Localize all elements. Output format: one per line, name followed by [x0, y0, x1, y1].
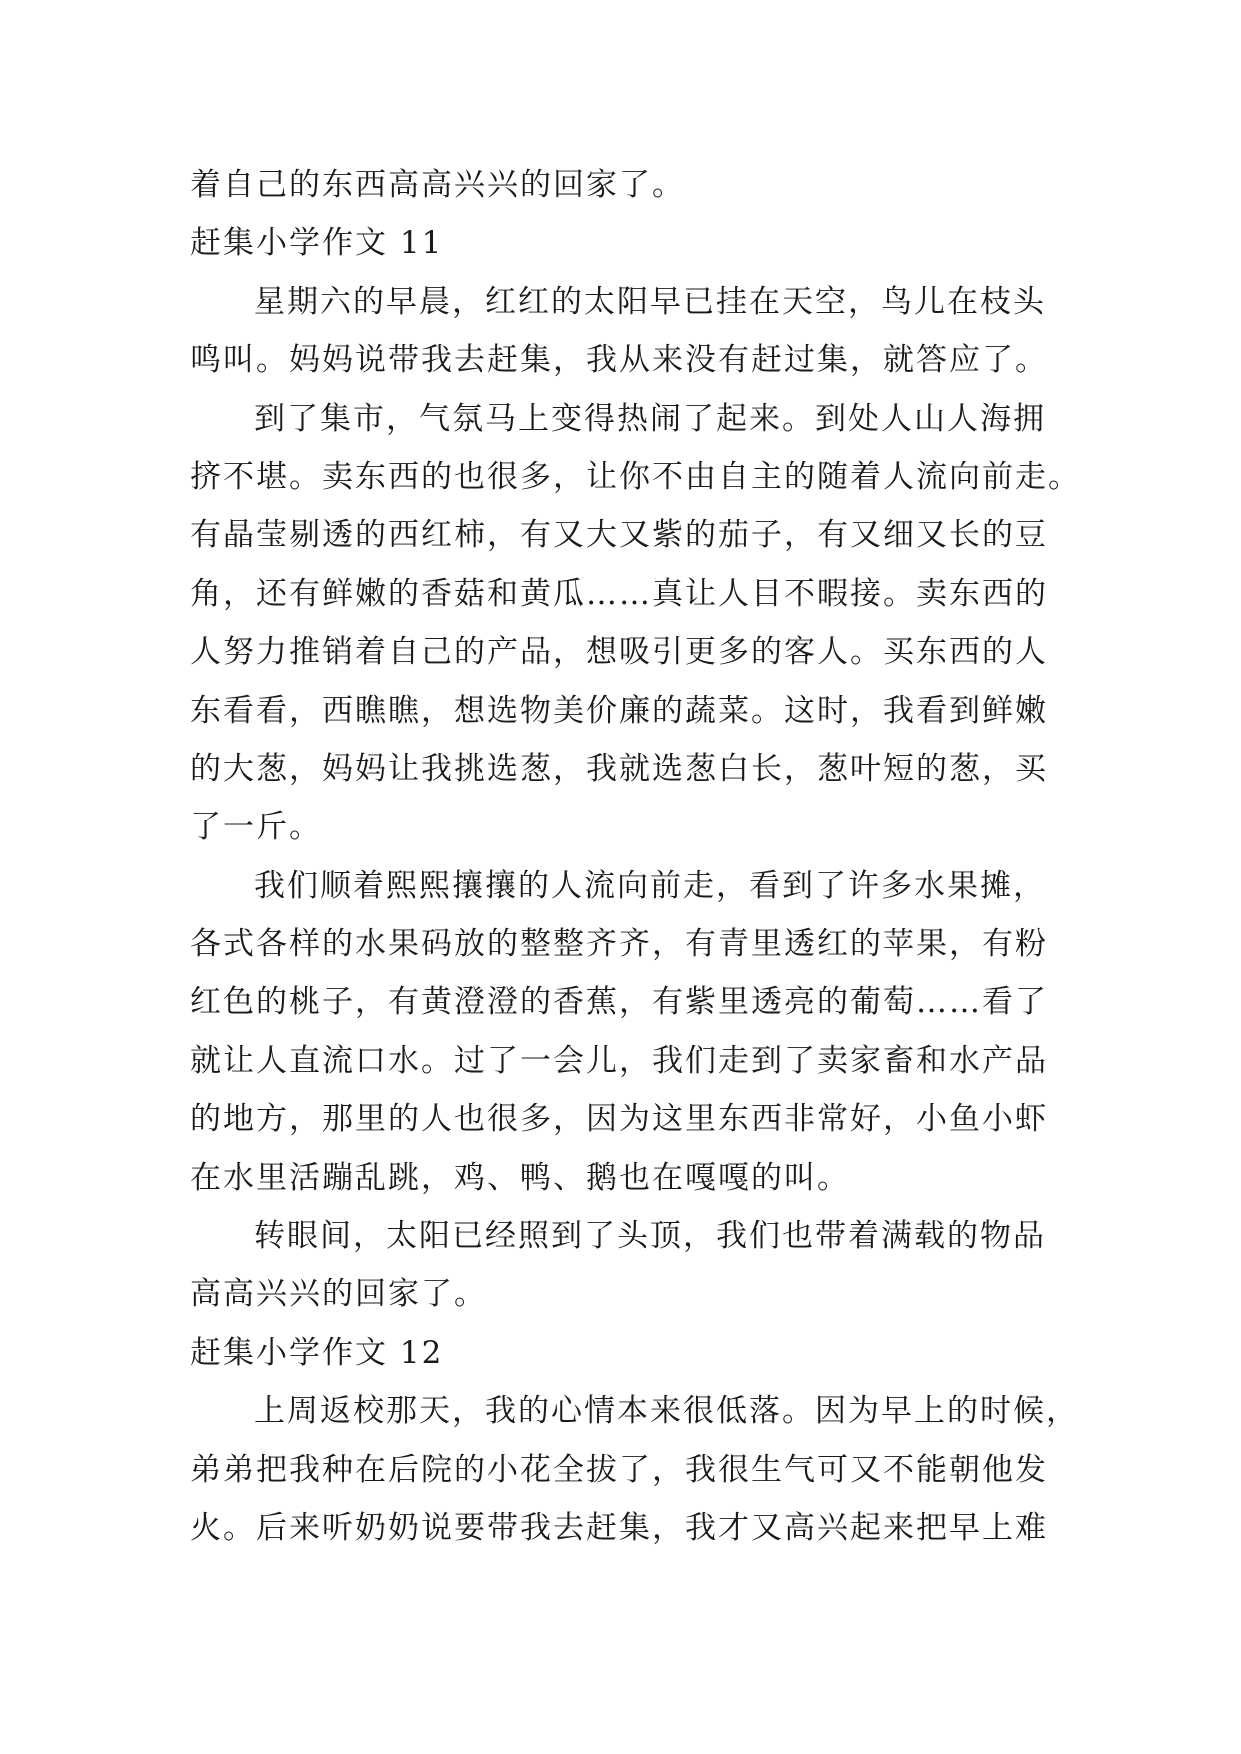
body-line: 东看看，西瞧瞧，想选物美价廉的蔬菜。这时，我看到鲜嫩 — [190, 692, 1048, 729]
body-line: 的大葱，妈妈让我挑选葱，我就选葱白长，葱叶短的葱，买 — [190, 750, 1048, 787]
body-line: 角，还有鲜嫩的香菇和黄瓜……真让人目不暇接。卖东西的 — [190, 575, 1048, 612]
body-line: 着自己的东西高高兴兴的回家了。 — [190, 167, 685, 203]
section-heading: 赶集小学作文 12 — [190, 1334, 444, 1371]
body-line: 就让人直流口水。过了一会儿，我们走到了卖家畜和水产品 — [190, 1042, 1048, 1079]
paragraph-first-line: 星期六的早晨，红红的太阳早已挂在天空，鸟儿在枝头 — [254, 283, 1046, 320]
body-line: 各式各样的水果码放的整整齐齐，有青里透红的苹果，有粉 — [190, 926, 1048, 963]
body-line: 火。后来听奶奶说要带我去赶集，我才又高兴起来把早上难 — [190, 1509, 1048, 1546]
essay-text — [190, 156, 1081, 1557]
paragraph-first-line: 转眼间，太阳已经照到了头顶，我们也带着满载的物品 — [254, 1218, 1046, 1255]
body-line: 高高兴兴的回家了。 — [190, 1276, 487, 1313]
body-line: 了一斤。 — [190, 809, 322, 846]
body-line: 在水里活蹦乱跳，鸡、鸭、鹅也在嘎嘎的叫。 — [190, 1159, 850, 1196]
body-line: 鸣叫。妈妈说带我去赶集，我从来没有赶过集，就答应了。 — [190, 342, 1048, 379]
paragraph-first-line: 上周返校那天，我的心情本来很低落。因为早上的时候， — [254, 1393, 1079, 1430]
paragraph-first-line: 到了集市，气氛马上变得热闹了起来。到处人山人海拥 — [254, 400, 1046, 437]
body-line: 有晶莹剔透的西红柿，有又大又紫的茄子，有又细又长的豆 — [190, 517, 1048, 554]
body-line: 挤不堪。卖东西的也很多，让你不由自主的随着人流向前走。 — [190, 458, 1081, 495]
body-line: 红色的桃子，有黄澄澄的香蕉，有紫里透亮的葡萄……看了 — [190, 984, 1048, 1021]
body-line: 弟弟把我种在后院的小花全拔了，我很生气可又不能朝他发 — [190, 1451, 1048, 1488]
paragraph-first-line: 我们顺着熙熙攘攘的人流向前走，看到了许多水果摊， — [254, 867, 1046, 904]
body-line: 人努力推销着自己的产品，想吸引更多的客人。买东西的人 — [190, 634, 1048, 671]
section-heading: 赶集小学作文 11 — [190, 225, 444, 262]
body-line: 的地方，那里的人也很多，因为这里东西非常好，小鱼小虾 — [190, 1101, 1048, 1138]
